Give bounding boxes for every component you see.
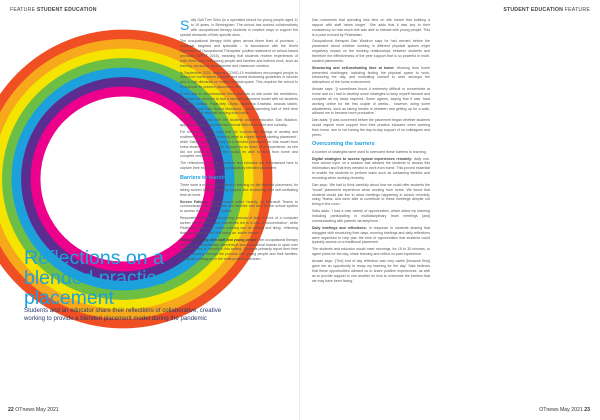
right-running-head (503, 7, 590, 13)
body-paragraph: Dan says: ‘We had to think carefully about how we could offer students the “usual” placement experience when working from home. We found that students would join live to allow meetings happening in school remotely, using Teams, and were able to contribute to these meetings despite not being in the room.’ (312, 182, 430, 207)
article-standfirst: Students and an educator share their reflections of collaborative, creative working to provide a blended placement model during the pandemic (24, 307, 222, 322)
running-head-section: STUDENT EDUCATION (503, 7, 564, 13)
right-page (300, 0, 600, 420)
running-head-label: FEATURE (564, 7, 590, 13)
body-paragraph: The students and educator would meet mornings, for 15 to 30 minutes, to agree plans for the day, share learning and reflect on past experience. (312, 247, 430, 257)
body-column-2 (312, 18, 430, 410)
page-number: 22 (8, 407, 14, 413)
body-paragraph: It is fair to say that both the students and the educator, Dan Waldron, approached the new placement format with excitement and curiosity. (180, 118, 298, 128)
intro-paragraph: Sally Gall Tver Scho (is a specialist school for young people aged 11 to 19 years, in Birmingham. The school has worked collaboratively with occupational therapy students in creative ways to support the special demands of their specific aims. (180, 18, 298, 37)
body-paragraph: Structuring and self-motivating time at home: Working from home presented challenges, including finding the physical space to work, structuring the day, and motivating oneself to work amongst the distractions of the home environment. (312, 65, 430, 85)
body-paragraph: Amaan says: ‘[The] end of day reflection was very useful [because they] gave me an opportunity to recap my learning for the day.’ Sala believes that these opportunities allowed us to share positive experiences, as well as to provide support to one another on how to overcome the barriers that we may have been facing.’ (312, 259, 430, 283)
publication-name: OTnews May 2021 (15, 407, 59, 413)
body-paragraph: In September 2020, returned COVID-19 restrictions encouraged people to work from home where possible and social distancing guidelines in schools and in high demands on limited physical space. This required the school to re-evaluate its practice placement offer. (180, 70, 298, 90)
body-paragraph: Amaan says: ‘[I sometimes found it extremely difficult to concentrate at home and so I had to develop some strategies to keep myself focused and complete all my tasks required. Some agrees, saying that it was ‘hard working online for the first couple of weeks… however, doing some adjustments, such as taking breaks in between and getting up for a walk, allowed me to become more productive.’ (312, 87, 430, 116)
body-paragraph: Dan adds: ‘[I was concerned before the placement began whether students would require more support from their practice educator when working from home, due to not having the day-to-day support of on colleagues and peers.’ (312, 118, 430, 137)
body-paragraph: It was able to accommodate three students on site under the restrictions, but made the decision to trial a blended placement model with six students – Salma Abdalla, Pape-Ieep Ofobo, Nadiesha Enselatu, anaoas Ialdeh, Lina Long and Sala Nazea Mohamed – each spending half of their time working on site and half working from home. (180, 92, 298, 116)
body-paragraph: Screen Fatigue: the placement relied heavily on Microsoft Teams to communicate with colleagues and families and also on the school system to access documents and videos. (180, 199, 298, 214)
publication-name: OTnews May 2021 (539, 407, 583, 413)
body-paragraph: For example, Amaan says that his ‘experiential feelings of anxiety and excitement around not knowing what to expect before starting placement’, while Salma says that being on a blended placement for that model from knew students over whether it would be as much of an experience, as she did not understand how she would be able to work from home and complete certain tasks. (180, 130, 298, 159)
subheading-overcoming: Overcoming the barriers (312, 141, 375, 148)
body-paragraph: Occupational therapist Dan Waldron says he had worried before the placement about whether working in different physical spaces might negatively impact on the working relationships between students and therefore the effectiveness of the peer support that is so powerful in multi-student placements. (312, 39, 430, 63)
left-folio (8, 407, 59, 413)
body-paragraph: A number of strategies were used to overcome these barriers to learning. (312, 149, 427, 154)
body-paragraph: Resonates feels that transitioning periods of time in front of a computer screen was ‘draining and sometimes led to a loss of concentration’, while Pedestaria adds that ‘online learning can be difficult and tiring’, reflecting that she especially felt this being an ‘active learner’. (180, 216, 298, 235)
article-headline: Reflections on a blended practice placement (24, 247, 168, 310)
body-paragraph: The occupational therapy child gives across these lines of provision – universal, targeted and specialist – in accordance with the World Federation of Occupational Therapists' position statement on school-based provision (WFOT 2016), meaning that students receive experiences of both direct work with young people and families and indirect work, such as training, curriculum development and classroom creation. (180, 39, 298, 68)
drop-cap: S (180, 18, 190, 33)
running-head-label: FEATURE (10, 7, 36, 13)
right-folio (539, 407, 590, 413)
body-paragraph: The reflections of the six students and educator are summarised here to capture their experience of a participatory blended placement. (180, 161, 298, 171)
body-column-1 (180, 18, 298, 410)
body-paragraph: Rapport-building with staff and young people: the occupational therapy services of Institutionally intervention and educational brands to span over several weeks or months in this setting. Students primarily report their time on site working through the process with young people and their families, alongside colleagues in the multi-professional team. (180, 237, 298, 262)
body-paragraph: Salla adds: ‘I had a vast variety of opportunities, which aided my learning including participating in multidisciplinary team meetings [and] communicating with parents via telephone.’ (312, 209, 430, 223)
left-running-head (10, 7, 97, 13)
body-paragraph: Dan comments that spending less time on site meant that building a rapport with staff ‘takes longer’. She adds that it was key to their consistency on how much she was able to interact with young people. This is a point echoed by Pedestrian. (312, 18, 430, 37)
body-paragraph: There were a number of barriers to learning on the blended placement, for taking screen fatigue, building rapport and structuring and self-motivating time at home. (180, 182, 298, 197)
body-paragraph: Digital strategies to access typical experiences remotely: daily one-hour school input on a session that allowed the students to access this information and that they needed to work from home. This proved essential to enable the students to perform tasks such as contacting families and recording when working remotely. (312, 156, 430, 180)
running-head-section: STUDENT EDUCATION (36, 7, 97, 13)
body-paragraph: Daily briefings and reflections: In response to students sharing that struggles with structuring their days, morning briefings and daily reflections were organised to help plan the time of opportunities that students could typically access on a traditional placement. (312, 225, 430, 245)
subheading-barriers: Barriers to learning (180, 174, 230, 181)
page-number: 23 (584, 407, 590, 413)
